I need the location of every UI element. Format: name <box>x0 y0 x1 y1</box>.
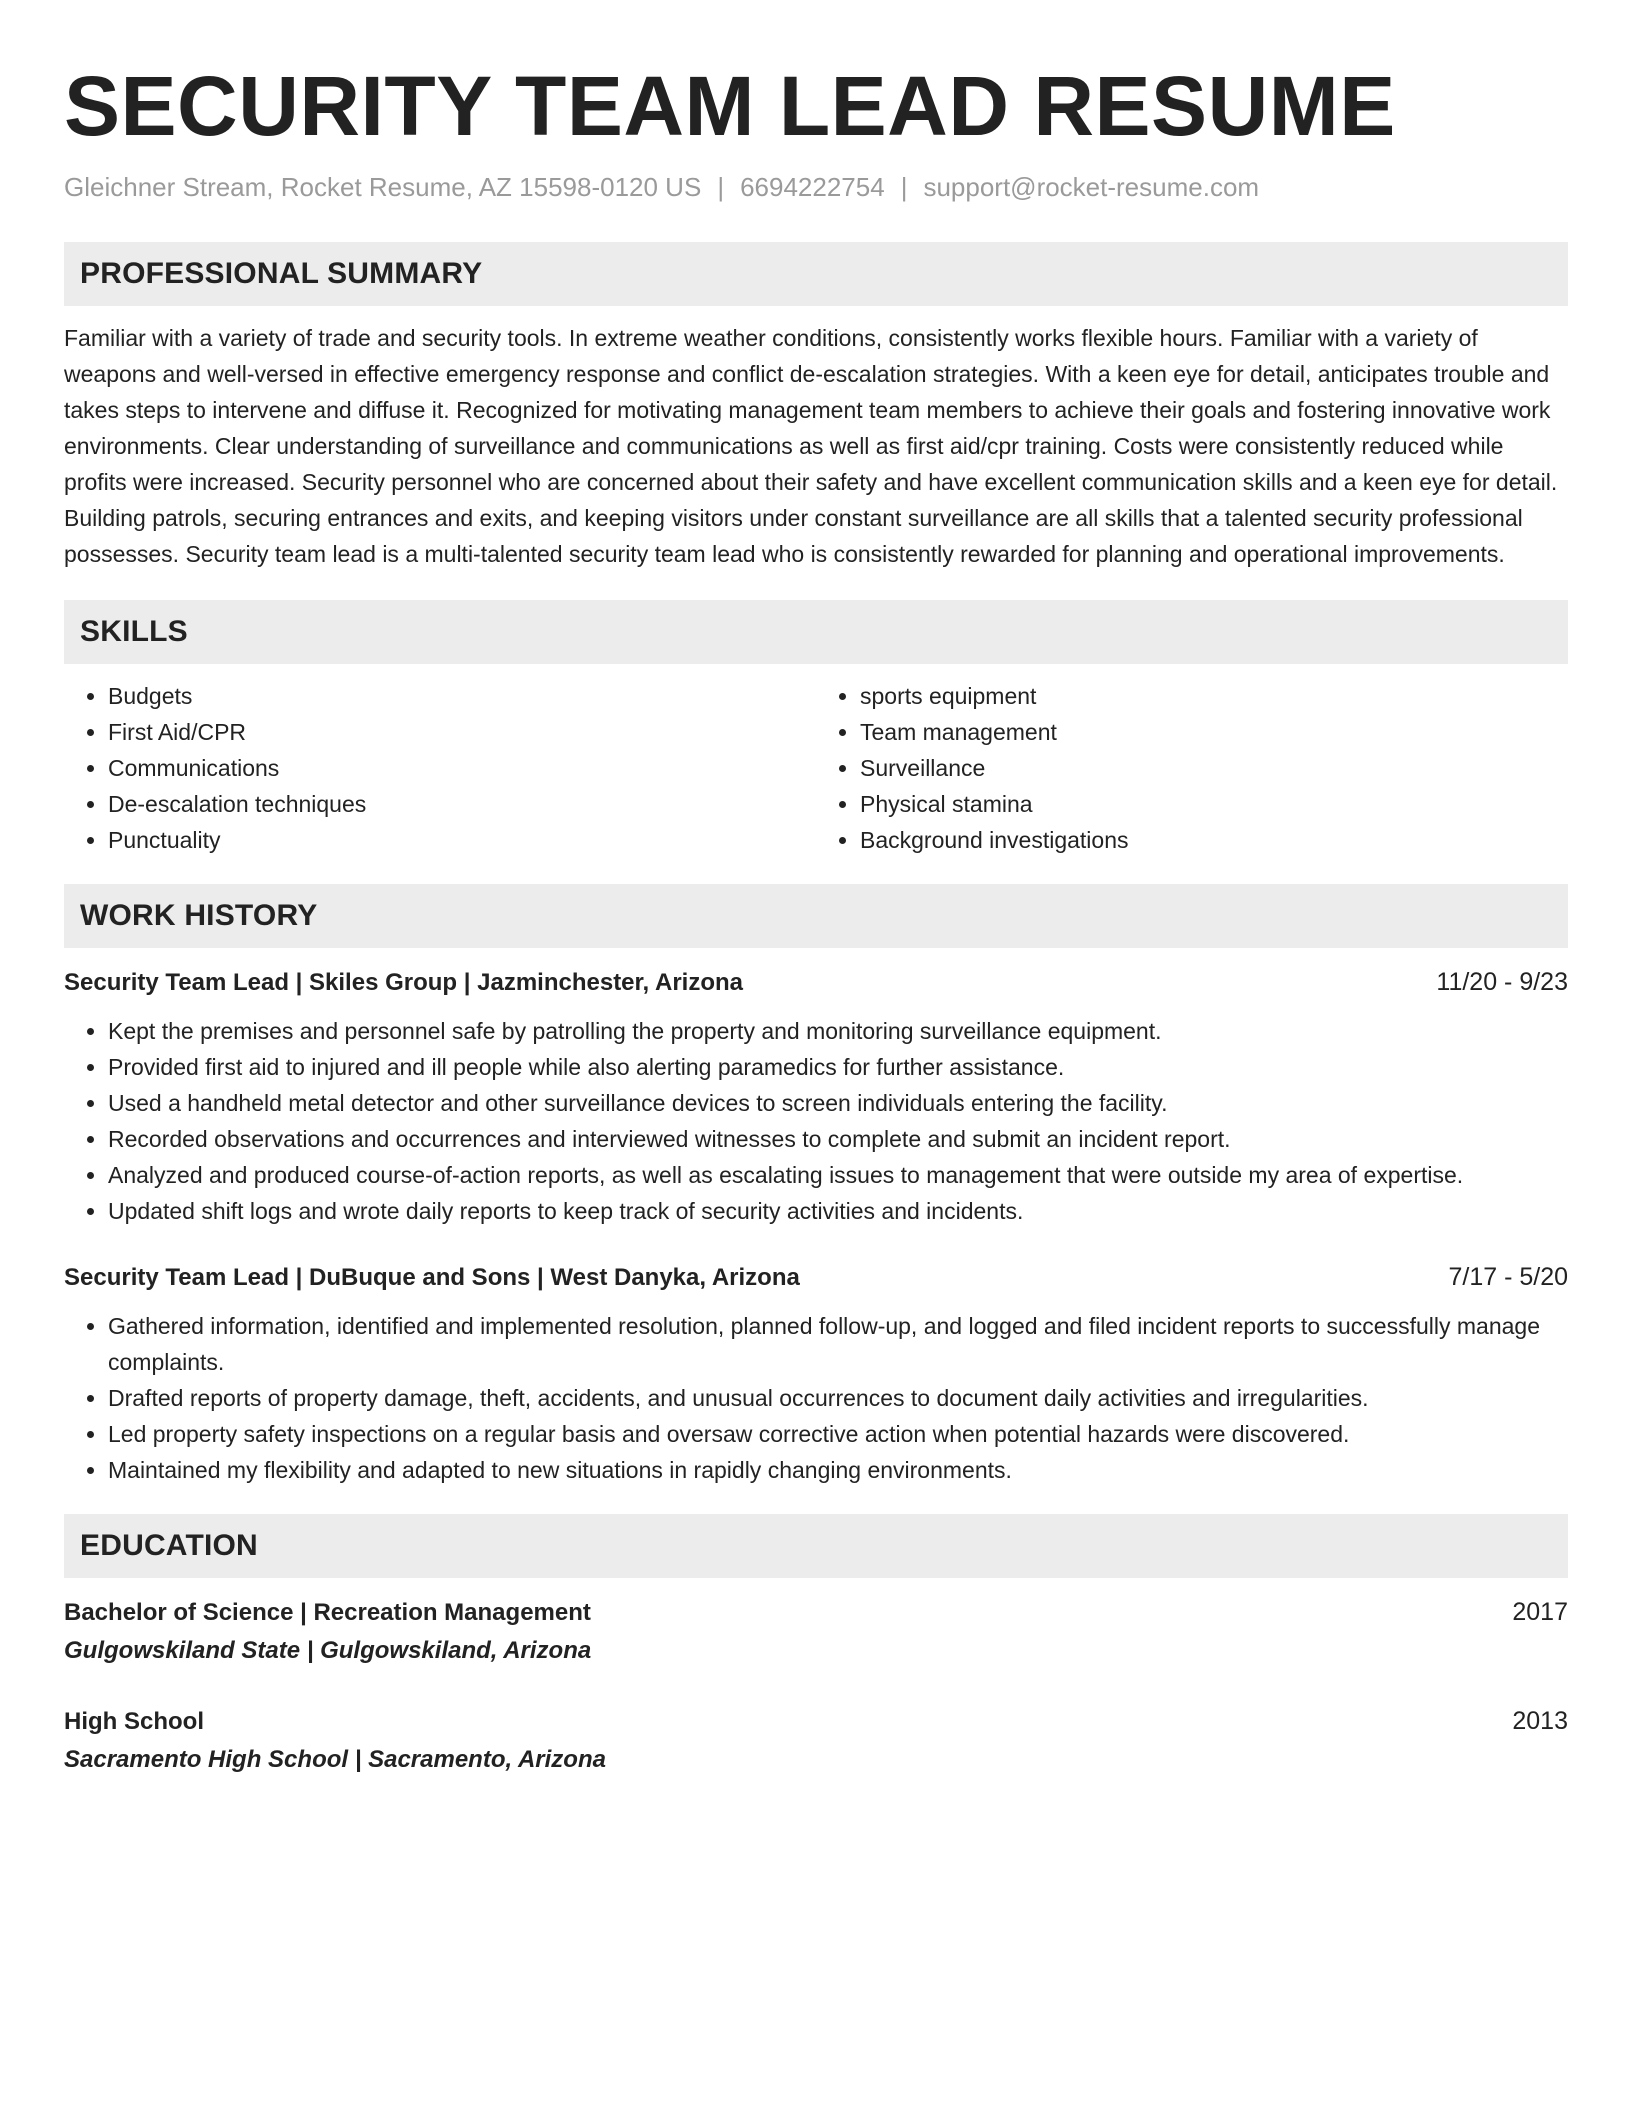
contact-email: support@rocket-resume.com <box>923 172 1260 202</box>
section-title-work: WORK HISTORY <box>64 884 1568 948</box>
summary-text: Familiar with a variety of trade and security tools. In extreme weather conditions, consistently works flexible hours. Familiar with a variety of weapons and well-versed in effective emergency response and conflict de-escalation strategies. With a keen eye for detail, anticipates trouble and takes steps to intervene and diffuse it. Recognized for motivating management team members to achieve their goals and fostering innovative work environments. Clear understanding of surveillance and communications as well as first aid/cpr training. Costs were consistently reduced while profits were increased. Security personnel who are concerned about their safety and have excellent communication skills and a keen eye for detail. Building patrols, securing entrances and exits, and keeping visitors under constant surveillance are all skills that a talented security professional possesses. Security team lead is a multi-talented security team lead who is consistently rewarded for planning and operational improvements. <box>64 325 1558 567</box>
education-year: 2017 <box>1512 1598 1568 1626</box>
education-entry <box>64 1594 1568 1669</box>
job-bullet: • Maintained my flexibility and adapted to new situations in rapidly changing environments. <box>108 1452 1568 1488</box>
skill-item: • Communications <box>108 750 816 786</box>
education-school: Sacramento High School | Sacramento, Arizona <box>64 1746 606 1773</box>
contact-phone: 6694222754 <box>740 172 885 202</box>
education-degree: Bachelor of Science | Recreation Management <box>64 1599 591 1626</box>
job-dates: 7/17 - 5/20 <box>1448 1263 1568 1291</box>
contact-address: Gleichner Stream, Rocket Resume, AZ 15598-0120 US <box>64 172 702 202</box>
job-bullet: • Drafted reports of property damage, theft, accidents, and unusual occurrences to document daily activities and irregularities. <box>108 1380 1568 1416</box>
skill-item: • First Aid/CPR <box>108 714 816 750</box>
skill-item: • Budgets <box>108 678 816 714</box>
summary-section <box>64 242 1568 572</box>
skill-item: • Physical stamina <box>860 786 1568 822</box>
contact-line <box>64 170 1568 204</box>
job-header <box>64 1259 1568 1296</box>
job-bullets <box>64 1013 1568 1229</box>
skill-item: • De-escalation techniques <box>108 786 816 822</box>
skills-section <box>64 600 1568 858</box>
education-header <box>64 1703 1568 1740</box>
skill-item: • sports equipment <box>860 678 1568 714</box>
section-title-education: EDUCATION <box>64 1514 1568 1578</box>
job-bullet: • Provided first aid to injured and ill people while also alerting paramedics for further assistance. <box>108 1049 1568 1085</box>
skill-item: • Punctuality <box>108 822 816 858</box>
section-title-skills: SKILLS <box>64 600 1568 664</box>
education-header <box>64 1594 1568 1631</box>
job-bullet: • Updated shift logs and wrote daily reports to keep track of security activities and incidents. <box>108 1193 1568 1229</box>
job-bullets <box>64 1308 1568 1488</box>
job-entry <box>64 1259 1568 1488</box>
job-bullet: • Led property safety inspections on a regular basis and oversaw corrective action when potential hazards were discovered. <box>108 1416 1568 1452</box>
resume-name: SECURITY TEAM LEAD RESUME <box>64 59 1396 153</box>
education-entry <box>64 1703 1568 1778</box>
job-bullet: • Kept the premises and personnel safe by patrolling the property and monitoring surveillance equipment. <box>108 1013 1568 1049</box>
job-heading: Security Team Lead | DuBuque and Sons | West Danyka, Arizona <box>64 1264 800 1291</box>
skill-item: • Surveillance <box>860 750 1568 786</box>
job-bullet: • Gathered information, identified and implemented resolution, planned follow-up, and logged and filed incident reports to successfully manage complaints. <box>108 1308 1568 1380</box>
job-heading: Security Team Lead | Skiles Group | Jazminchester, Arizona <box>64 969 743 996</box>
skills-list-left <box>64 678 816 858</box>
skill-item: • Background investigations <box>860 822 1568 858</box>
job-header <box>64 964 1568 1001</box>
job-bullet: • Used a handheld metal detector and other surveillance devices to screen individuals entering the facility. <box>108 1085 1568 1121</box>
education-degree: High School <box>64 1708 204 1735</box>
contact-separator: | <box>900 172 908 202</box>
work-history-section <box>64 884 1568 1488</box>
skill-item: • Team management <box>860 714 1568 750</box>
job-entry <box>64 964 1568 1229</box>
contact-separator: | <box>717 172 725 202</box>
education-year: 2013 <box>1512 1707 1568 1735</box>
job-dates: 11/20 - 9/23 <box>1436 968 1568 996</box>
education-section <box>64 1514 1568 1778</box>
section-title-summary: PROFESSIONAL SUMMARY <box>64 242 1568 306</box>
education-school: Gulgowskiland State | Gulgowskiland, Arizona <box>64 1637 592 1664</box>
skills-list-right <box>816 678 1568 858</box>
job-bullet: • Recorded observations and occurrences and interviewed witnesses to complete and submit an incident report. <box>108 1121 1568 1157</box>
job-bullet: • Analyzed and produced course-of-action reports, as well as escalating issues to management that were outside my area of expertise. <box>108 1157 1568 1193</box>
skills-columns <box>64 678 1568 858</box>
